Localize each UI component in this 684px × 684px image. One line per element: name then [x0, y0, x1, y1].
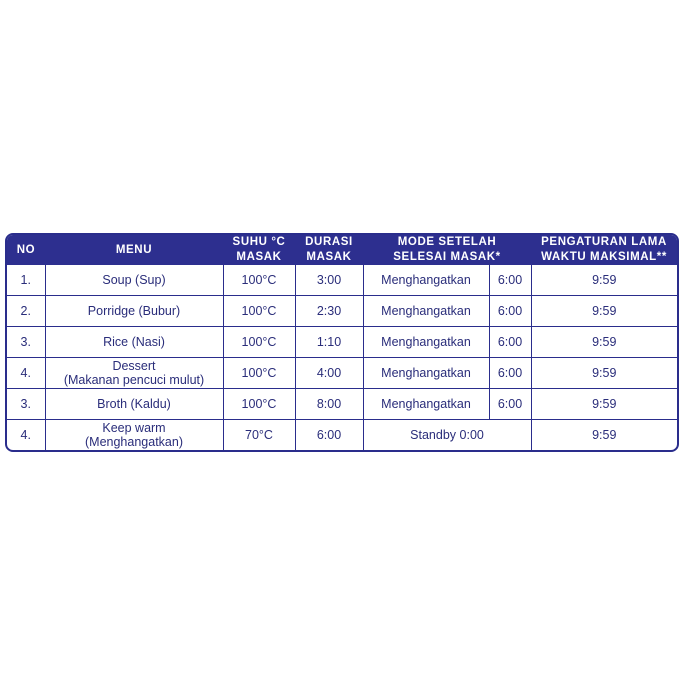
cell-menu: Soup (Sup) [45, 265, 223, 296]
cell-lama: 9:59 [531, 389, 677, 420]
header-lama: PENGATURAN LAMA WAKTU MAKSIMAL** [531, 235, 677, 265]
header-durasi: DURASI MASAK [295, 235, 363, 265]
settings-table [7, 235, 677, 450]
cell-no: 4. [7, 358, 45, 389]
cell-mode-time: 6:00 [489, 389, 531, 420]
cell-durasi: 2:30 [295, 296, 363, 327]
cell-menu: Keep warm (Menghangatkan) [45, 420, 223, 451]
cell-lama: 9:59 [592, 428, 617, 442]
cell-durasi: 3:00 [295, 265, 363, 296]
cell-durasi: 8:00 [295, 389, 363, 420]
header-menu: MENU [45, 235, 223, 265]
cell-menu: Dessert (Makanan pencuci mulut) [45, 358, 223, 389]
cell-mode: Menghangatkan [363, 327, 489, 358]
cell-mode-time: 6:00 [489, 265, 531, 296]
table-row [7, 389, 677, 420]
cell-suhu: 100°C [223, 327, 295, 358]
table-row [7, 265, 677, 296]
table-row [7, 296, 677, 327]
header-suhu: SUHU °C MASAK [223, 235, 295, 265]
cell-mode-merged: Standby 0:00 [363, 420, 531, 451]
cell-no: 4. [7, 420, 45, 451]
cell-durasi: 6:00 [295, 420, 363, 451]
cell-suhu: 100°C [223, 389, 295, 420]
cell-mode: Menghangatkan [363, 389, 489, 420]
cell-lama: 9:59 [531, 358, 677, 389]
cell-mode: Menghangatkan [363, 296, 489, 327]
table-header [7, 235, 677, 265]
cell-no: 3. [7, 389, 45, 420]
cell-mode-time: 6:00 [489, 327, 531, 358]
cell-mode: Menghangatkan [363, 265, 489, 296]
table-row [7, 327, 677, 358]
cell-menu: Broth (Kaldu) [45, 389, 223, 420]
cell-menu: Porridge (Bubur) [45, 296, 223, 327]
cell-no: 2. [7, 296, 45, 327]
cell-mode-time: 6:00 [489, 358, 531, 389]
cell-suhu: 100°C [223, 296, 295, 327]
cooking-settings-table [5, 233, 679, 452]
cell-lama: 9:59 [531, 327, 677, 358]
cell-lama: 9:59 [531, 296, 677, 327]
header-mode: MODE SETELAH SELESAI MASAK* [363, 235, 531, 265]
cell-suhu: 70°C [223, 420, 295, 451]
header-no: NO [7, 235, 45, 265]
table-row [7, 420, 677, 451]
cell-menu: Rice (Nasi) [45, 327, 223, 358]
cell-mode: Menghangatkan [363, 358, 489, 389]
cell-suhu: 100°C [223, 265, 295, 296]
cell-durasi: 1:10 [295, 327, 363, 358]
cell-mode-time: 6:00 [489, 296, 531, 327]
cell-suhu: 100°C [223, 358, 295, 389]
cell-lama: 9:59 [531, 265, 677, 296]
cell-no: 1. [7, 265, 45, 296]
cell-durasi: 4:00 [295, 358, 363, 389]
table-row [7, 358, 677, 389]
cell-no: 3. [7, 327, 45, 358]
